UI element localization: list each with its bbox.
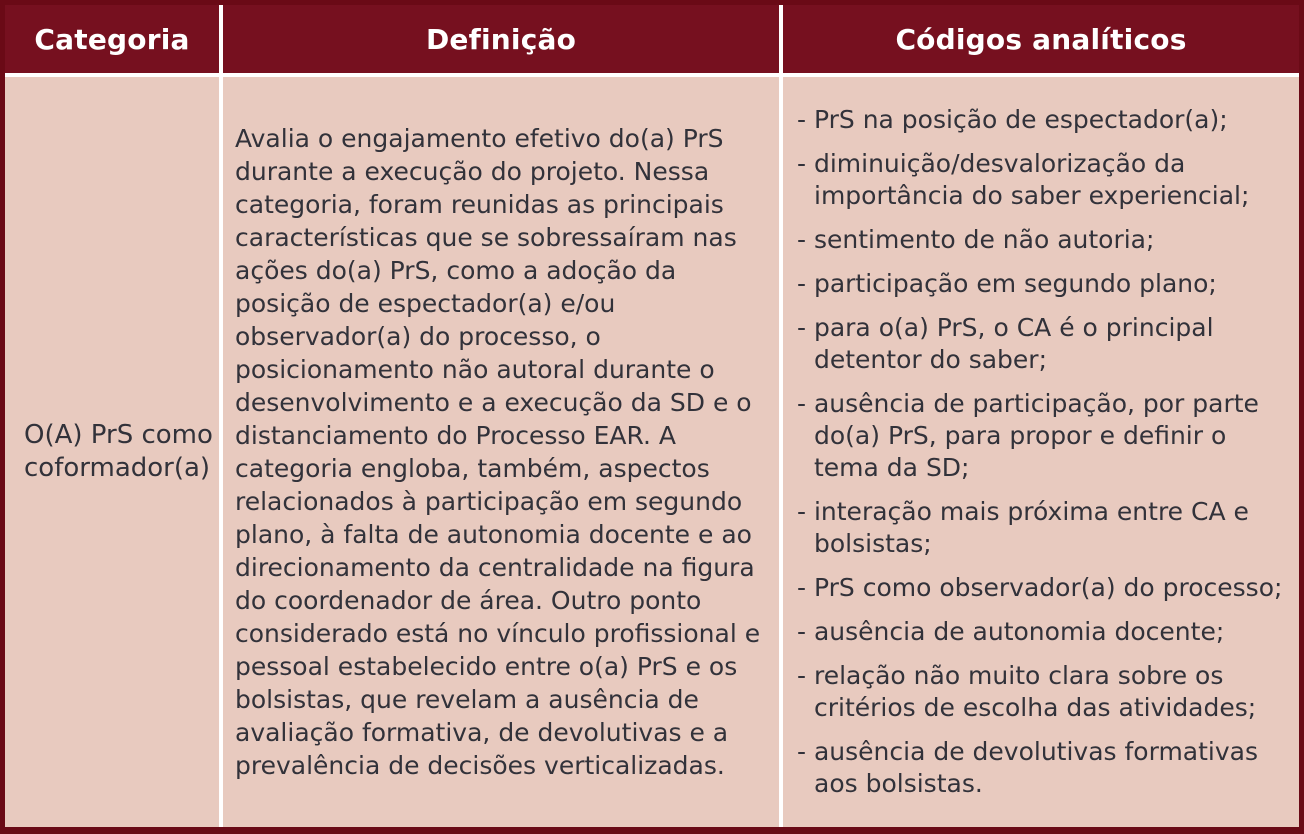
analytic-code-item: - ausência de participação, por parte do(a) PrS, para propor e definir o tema da SD; [797,389,1259,482]
analytic-code-item: - interação mais próxima entre CA e bolsistas; [797,497,1249,558]
analytic-code-item: - para o(a) PrS, o CA é o principal detentor do saber; [797,313,1214,374]
definicao-text: Avalia o engajamento efetivo do(a) PrS durante a execução do projeto. Nessa categoria, foram reunidas as principais características que se sobressaíram nas ações do(a) PrS, como a adoção da posição de espectador(a) e/ou observador(a) do processo, o posicionamento não autoral durante o desenvolvimento e a execução da SD e o distanciamento do Processo EAR. A categoria engloba, também, aspectos relacionados à participação em segundo plano, à falta de autonomia docente e ao direcionamento da centralidade na figura do coordenador de área. Outro ponto considerado está no vínculo profissional e pessoal estabelecido entre o(a) PrS e os bolsistas, que revelam a ausência de avaliação formativa, de devolutivas e a prevalência de decisões verticalizadas. [235,124,761,780]
analytic-code-item: - relação não muito clara sobre os critérios de escolha das atividades; [797,661,1257,722]
column-header-definicao-label: Definição [425,22,577,56]
column-header-categoria [5,5,219,73]
analytic-code-item: - sentimento de não autoria; [797,225,1155,254]
analytic-code-item: - participação em segundo plano; [797,269,1217,298]
column-header-categoria-label: Categoria [34,22,190,56]
cell-categoria [5,77,219,827]
analytic-code-item: - PrS na posição de espectador(a); [797,105,1228,134]
analytic-code-item: - diminuição/desvalorização da importância do saber experiencial; [797,149,1250,210]
analytic-code-item: - PrS como observador(a) do processo; [797,573,1283,602]
cell-definicao [223,77,779,827]
column-header-codigos-analiticos-label: Códigos analíticos [895,22,1187,56]
column-header-definicao [223,5,779,73]
column-header-codigos-analiticos [783,5,1299,73]
analytic-code-item: - ausência de autonomia docente; [797,617,1225,646]
categoria-text: O(A) PrS como coformador(a) [24,420,213,483]
cell-codigos-analiticos [783,77,1299,827]
analytic-code-item: - ausência de devolutivas formativas aos bolsistas. [797,737,1258,798]
